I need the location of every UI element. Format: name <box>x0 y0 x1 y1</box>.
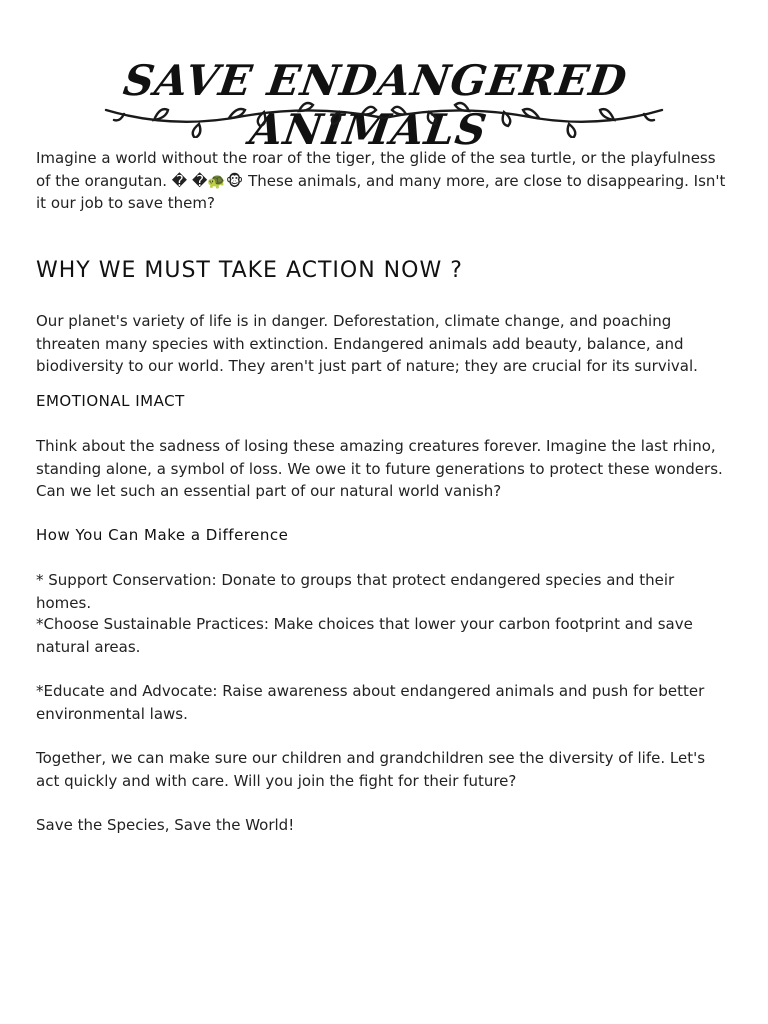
emotional-paragraph: Think about the sadness of losing these amazing creatures forever. Imagine the last rhino, standing alone, a symbol of loss. We owe it to future generations to protect these wonders. Can we let such an essential part of our natural world vanish? <box>36 437 723 500</box>
action-item-support: * Support Conservation: Donate to groups that protect endangered species and their homes. <box>36 571 675 612</box>
closing-line: Save the Species, Save the World! <box>36 816 295 834</box>
action-item-educate: *Educate and Advocate: Raise awareness about endangered animals and push for better environmental laws. <box>36 682 705 723</box>
section-heading-why: WHY WE MUST TAKE ACTION NOW ? <box>36 258 463 283</box>
together-paragraph: Together, we can make sure our children and grandchildren see the diversity of life. Let's act quickly and with care. Will you join the fight for their future? <box>36 749 706 790</box>
section-heading-difference: How You Can Make a Difference <box>36 526 289 544</box>
section-heading-emotional: EMOTIONAL IMACT <box>36 392 185 410</box>
page-title: SAVE ENDANGERED ANIMALS <box>120 56 631 155</box>
intro-paragraph: Imagine a world without the roar of the tiger, the glide of the sea turtle, or the playfulness of the orangutan. � �🐢🐵 These animals, and many more, are close to disappearing. Isn't it our job to save them? <box>36 149 726 212</box>
action-item-sustainable: *Choose Sustainable Practices: Make choices that lower your carbon footprint and save natural areas. <box>36 615 693 656</box>
vine-divider-icon <box>104 98 664 138</box>
why-paragraph: Our planet's variety of life is in danger. Deforestation, climate change, and poaching threaten many species with extinction. Endangered animals add beauty, balance, and biodiversity to our world. They aren't just part of nature; they are crucial for its survival. <box>36 312 698 375</box>
